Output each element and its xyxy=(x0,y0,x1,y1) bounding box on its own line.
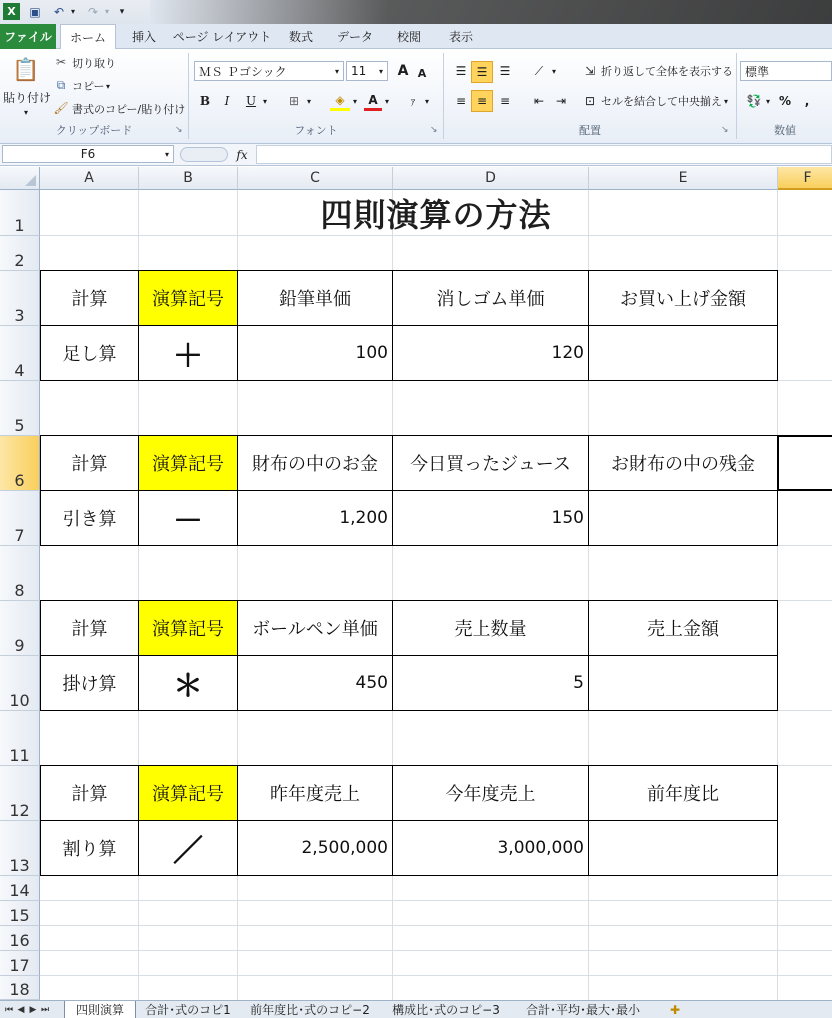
active-cell-f6[interactable] xyxy=(777,435,832,491)
underline-dropdown-icon[interactable]: ▾ xyxy=(262,96,267,106)
phonetic-icon[interactable]: ｧ xyxy=(410,95,416,108)
value-cell[interactable]: 5 xyxy=(392,655,589,711)
row-header-7[interactable]: 7 xyxy=(0,491,40,546)
formula-input[interactable] xyxy=(256,145,832,164)
tab-data[interactable]: データ xyxy=(336,30,373,44)
undo-icon[interactable]: ↶ xyxy=(53,4,65,19)
align-top-icon[interactable]: ☰ xyxy=(455,64,467,78)
clipboard-launcher-icon[interactable]: ↘ xyxy=(175,125,183,135)
undo-dropdown-icon[interactable]: ▾ xyxy=(70,7,75,16)
merge-center-button[interactable]: セルを結合して中央揃え xyxy=(601,95,722,108)
sheet-tab[interactable]: 合計･平均･最大･最小 xyxy=(525,1003,640,1017)
align-center-icon[interactable]: ≡ xyxy=(471,90,493,112)
border-icon[interactable]: ⊞ xyxy=(288,94,300,108)
tab-formulas[interactable]: 数式 xyxy=(288,30,313,44)
merge-center-dropdown-icon[interactable]: ▾ xyxy=(723,96,728,106)
sheet-tab[interactable]: 構成比･式のコピ−3 xyxy=(392,1003,500,1017)
row-header-13[interactable]: 13 xyxy=(0,821,40,876)
value-cell[interactable]: 2,500,000 xyxy=(237,820,393,876)
row-header-6[interactable]: 6 xyxy=(0,436,40,491)
number-group-label: 数値 xyxy=(774,124,796,137)
font-size-select[interactable]: 11 xyxy=(346,61,388,81)
column-header-f[interactable]: F xyxy=(778,167,832,190)
row-header-17[interactable]: 17 xyxy=(0,951,40,976)
copy-dropdown-icon[interactable]: ▾ xyxy=(105,81,110,91)
header-cell[interactable]: 今年度売上 xyxy=(392,765,589,821)
save-icon[interactable]: ▣ xyxy=(29,4,41,19)
first-sheet-icon[interactable]: ⏮ xyxy=(4,1005,14,1015)
merge-center-icon[interactable]: ⊡ xyxy=(584,94,596,108)
next-sheet-icon[interactable]: ▶ xyxy=(29,1005,37,1015)
shrink-font-button[interactable]: A xyxy=(417,66,427,80)
header-cell[interactable]: 消しゴム単価 xyxy=(392,270,589,326)
header-cell-operator[interactable]: 演算記号 xyxy=(138,765,238,821)
font-name-dropdown-icon[interactable]: ▾ xyxy=(334,66,339,76)
paste-button[interactable]: 貼り付け xyxy=(3,90,52,105)
value-cell[interactable]: 3,000,000 xyxy=(392,820,589,876)
header-cell[interactable]: 昨年度売上 xyxy=(237,765,393,821)
percent-button[interactable]: % xyxy=(778,94,792,108)
column-header-b[interactable]: B xyxy=(139,167,238,190)
formula-bar-splitter[interactable] xyxy=(180,147,228,162)
column-header-e[interactable]: E xyxy=(589,167,778,190)
alignment-group-label: 配置 xyxy=(579,124,601,137)
sheet-title[interactable]: 四則演算の方法 xyxy=(320,196,552,234)
sheet-tab[interactable]: 合計･式のコピ1 xyxy=(145,1003,231,1017)
operation-name-cell[interactable]: 割り算 xyxy=(40,820,139,876)
header-cell[interactable]: 計算 xyxy=(40,435,139,491)
row-header-9[interactable]: 9 xyxy=(0,601,40,656)
row-header-11[interactable]: 11 xyxy=(0,711,40,766)
operator-symbol-cell[interactable]: ／ xyxy=(138,820,238,876)
redo-icon[interactable]: ↷ xyxy=(87,4,99,19)
align-right-icon[interactable]: ≡ xyxy=(499,94,511,108)
result-cell[interactable] xyxy=(588,820,778,876)
font-group xyxy=(190,49,442,144)
orientation-dropdown-icon[interactable]: ▾ xyxy=(551,66,556,76)
header-cell[interactable]: ボールペン単価 xyxy=(237,600,393,656)
wrap-text-button[interactable]: 折り返して全体を表示する xyxy=(601,65,733,78)
result-cell[interactable] xyxy=(588,325,778,381)
ribbon-separator xyxy=(736,53,737,139)
bold-button[interactable]: B xyxy=(199,94,211,108)
alignment-launcher-icon[interactable]: ↘ xyxy=(721,125,729,135)
redo-dropdown-icon[interactable]: ▾ xyxy=(104,7,109,16)
header-cell[interactable]: 計算 xyxy=(40,765,139,821)
column-header-a[interactable]: A xyxy=(40,167,139,190)
font-name-select[interactable]: ＭＳ Ｐゴシック xyxy=(194,61,344,81)
alignment-group xyxy=(445,49,735,144)
row-header-12[interactable]: 12 xyxy=(0,766,40,821)
fill-color-icon[interactable]: ◈ xyxy=(330,91,350,111)
phonetic-dropdown-icon[interactable]: ▾ xyxy=(424,96,429,106)
formula-bar xyxy=(0,144,832,166)
header-cell[interactable]: 計算 xyxy=(40,270,139,326)
name-box[interactable]: F6 xyxy=(2,145,174,163)
format-painter-icon[interactable]: 🖌 xyxy=(53,101,69,115)
row-header-14[interactable]: 14 xyxy=(0,876,40,901)
currency-dropdown-icon[interactable]: ▾ xyxy=(765,96,770,106)
row-header-8[interactable]: 8 xyxy=(0,546,40,601)
row-header-15[interactable]: 15 xyxy=(0,901,40,926)
operator-symbol-cell[interactable]: － xyxy=(138,490,238,546)
font-group-label: フォント xyxy=(294,124,338,137)
tab-insert[interactable]: 挿入 xyxy=(131,30,156,44)
header-cell[interactable]: 前年度比 xyxy=(588,765,778,821)
prev-sheet-icon[interactable]: ◀ xyxy=(17,1005,25,1015)
header-cell[interactable]: 計算 xyxy=(40,600,139,656)
insert-sheet-icon[interactable]: ✚ xyxy=(669,1002,681,1017)
row-header-2[interactable]: 2 xyxy=(0,236,40,271)
row-header-10[interactable]: 10 xyxy=(0,656,40,711)
header-cell-operator[interactable]: 演算記号 xyxy=(138,270,238,326)
row-header-5[interactable]: 5 xyxy=(0,381,40,436)
decrease-indent-icon[interactable]: ⇤ xyxy=(533,94,545,108)
sheet-tab-active[interactable]: 四則演算 xyxy=(64,1001,136,1018)
result-cell[interactable] xyxy=(588,655,778,711)
value-cell[interactable]: 450 xyxy=(237,655,393,711)
operation-name-cell[interactable]: 引き算 xyxy=(40,490,139,546)
font-launcher-icon[interactable]: ↘ xyxy=(430,125,438,135)
row-header-1[interactable]: 1 xyxy=(0,190,40,236)
comma-button[interactable]: , xyxy=(804,94,810,108)
ribbon-separator xyxy=(443,53,444,139)
row-header-3[interactable]: 3 xyxy=(0,271,40,326)
column-header-c[interactable]: C xyxy=(238,167,393,190)
operation-name-cell[interactable]: 掛け算 xyxy=(40,655,139,711)
select-all-button[interactable] xyxy=(0,167,40,190)
cut-icon[interactable]: ✂ xyxy=(55,55,67,69)
paste-icon[interactable]: 📋 xyxy=(12,57,40,83)
value-cell[interactable]: 150 xyxy=(392,490,589,546)
header-cell-operator[interactable]: 演算記号 xyxy=(138,600,238,656)
header-cell[interactable]: 売上数量 xyxy=(392,600,589,656)
font-size-dropdown-icon[interactable]: ▾ xyxy=(378,66,383,76)
operator-symbol-cell[interactable]: ＋ xyxy=(138,325,238,381)
orientation-icon[interactable]: ⟋ xyxy=(534,63,544,78)
tab-view[interactable]: 表示 xyxy=(448,30,473,44)
column-header-d[interactable]: D xyxy=(393,167,589,190)
header-cell[interactable]: お買い上げ金額 xyxy=(588,270,778,326)
header-cell[interactable]: 鉛筆単価 xyxy=(237,270,393,326)
number-format-select[interactable]: 標準 xyxy=(740,61,832,81)
result-cell[interactable] xyxy=(588,490,778,546)
row-header-4[interactable]: 4 xyxy=(0,326,40,381)
operation-name-cell[interactable]: 足し算 xyxy=(40,325,139,381)
ribbon-tabs xyxy=(0,24,832,49)
format-painter-button[interactable]: 書式のコピー/貼り付け xyxy=(72,103,186,116)
tab-home[interactable]: ホーム xyxy=(60,24,116,50)
cut-button[interactable]: 切り取り xyxy=(72,57,116,70)
tab-file[interactable]: ファイル xyxy=(0,24,56,49)
tab-review[interactable]: 校閲 xyxy=(396,30,421,44)
sheet-tab[interactable]: 前年度比･式のコピ−2 xyxy=(250,1003,370,1017)
align-middle-icon[interactable]: ☰ xyxy=(471,61,493,83)
number-group xyxy=(738,49,832,144)
value-cell[interactable]: 100 xyxy=(237,325,393,381)
align-left-icon[interactable]: ≡ xyxy=(455,94,467,108)
header-cell[interactable]: 売上金額 xyxy=(588,600,778,656)
italic-button[interactable]: I xyxy=(224,94,230,108)
value-cell[interactable]: 120 xyxy=(392,325,589,381)
ribbon xyxy=(0,49,832,144)
row-header-16[interactable]: 16 xyxy=(0,926,40,951)
increase-indent-icon[interactable]: ⇥ xyxy=(555,94,567,108)
value-cell[interactable]: 1,200 xyxy=(237,490,393,546)
name-box-dropdown-icon[interactable]: ▾ xyxy=(164,149,169,159)
operator-symbol-cell[interactable]: ＊ xyxy=(138,655,238,711)
tab-page-layout[interactable]: ページ レイアウト xyxy=(172,30,272,44)
clipboard-group-label: クリップボード xyxy=(55,124,133,137)
grow-font-button[interactable]: A xyxy=(397,63,409,79)
font-color-dropdown-icon[interactable]: ▾ xyxy=(384,96,389,106)
header-cell[interactable]: 今日買ったジュース xyxy=(392,435,589,491)
copy-button[interactable]: コピー xyxy=(72,80,105,93)
underline-button[interactable]: U xyxy=(245,94,257,108)
wrap-text-icon[interactable]: ⇲ xyxy=(584,64,596,78)
row-header-18[interactable]: 18 xyxy=(0,976,40,1000)
font-color-icon[interactable]: A xyxy=(364,91,382,111)
ribbon-separator xyxy=(188,53,189,139)
title-bar-background xyxy=(150,0,832,24)
clipboard-group xyxy=(0,49,188,144)
copy-icon[interactable]: ⧉ xyxy=(56,77,66,92)
sheet-tab-bar xyxy=(0,1000,832,1018)
currency-icon[interactable]: 💱 xyxy=(746,94,762,108)
header-cell[interactable]: 財布の中のお金 xyxy=(237,435,393,491)
excel-app-icon[interactable]: X xyxy=(3,3,20,20)
border-dropdown-icon[interactable]: ▾ xyxy=(306,96,311,106)
align-bottom-icon[interactable]: ☰ xyxy=(499,64,511,78)
fill-color-dropdown-icon[interactable]: ▾ xyxy=(352,96,357,106)
insert-function-icon[interactable]: fx xyxy=(236,148,248,162)
header-cell[interactable]: お財布の中の残金 xyxy=(588,435,778,491)
last-sheet-icon[interactable]: ⏭ xyxy=(40,1005,50,1015)
paste-dropdown-icon[interactable]: ▾ xyxy=(23,107,28,117)
customize-qat-icon[interactable]: ▾ xyxy=(119,6,125,17)
header-cell-operator[interactable]: 演算記号 xyxy=(138,435,238,491)
